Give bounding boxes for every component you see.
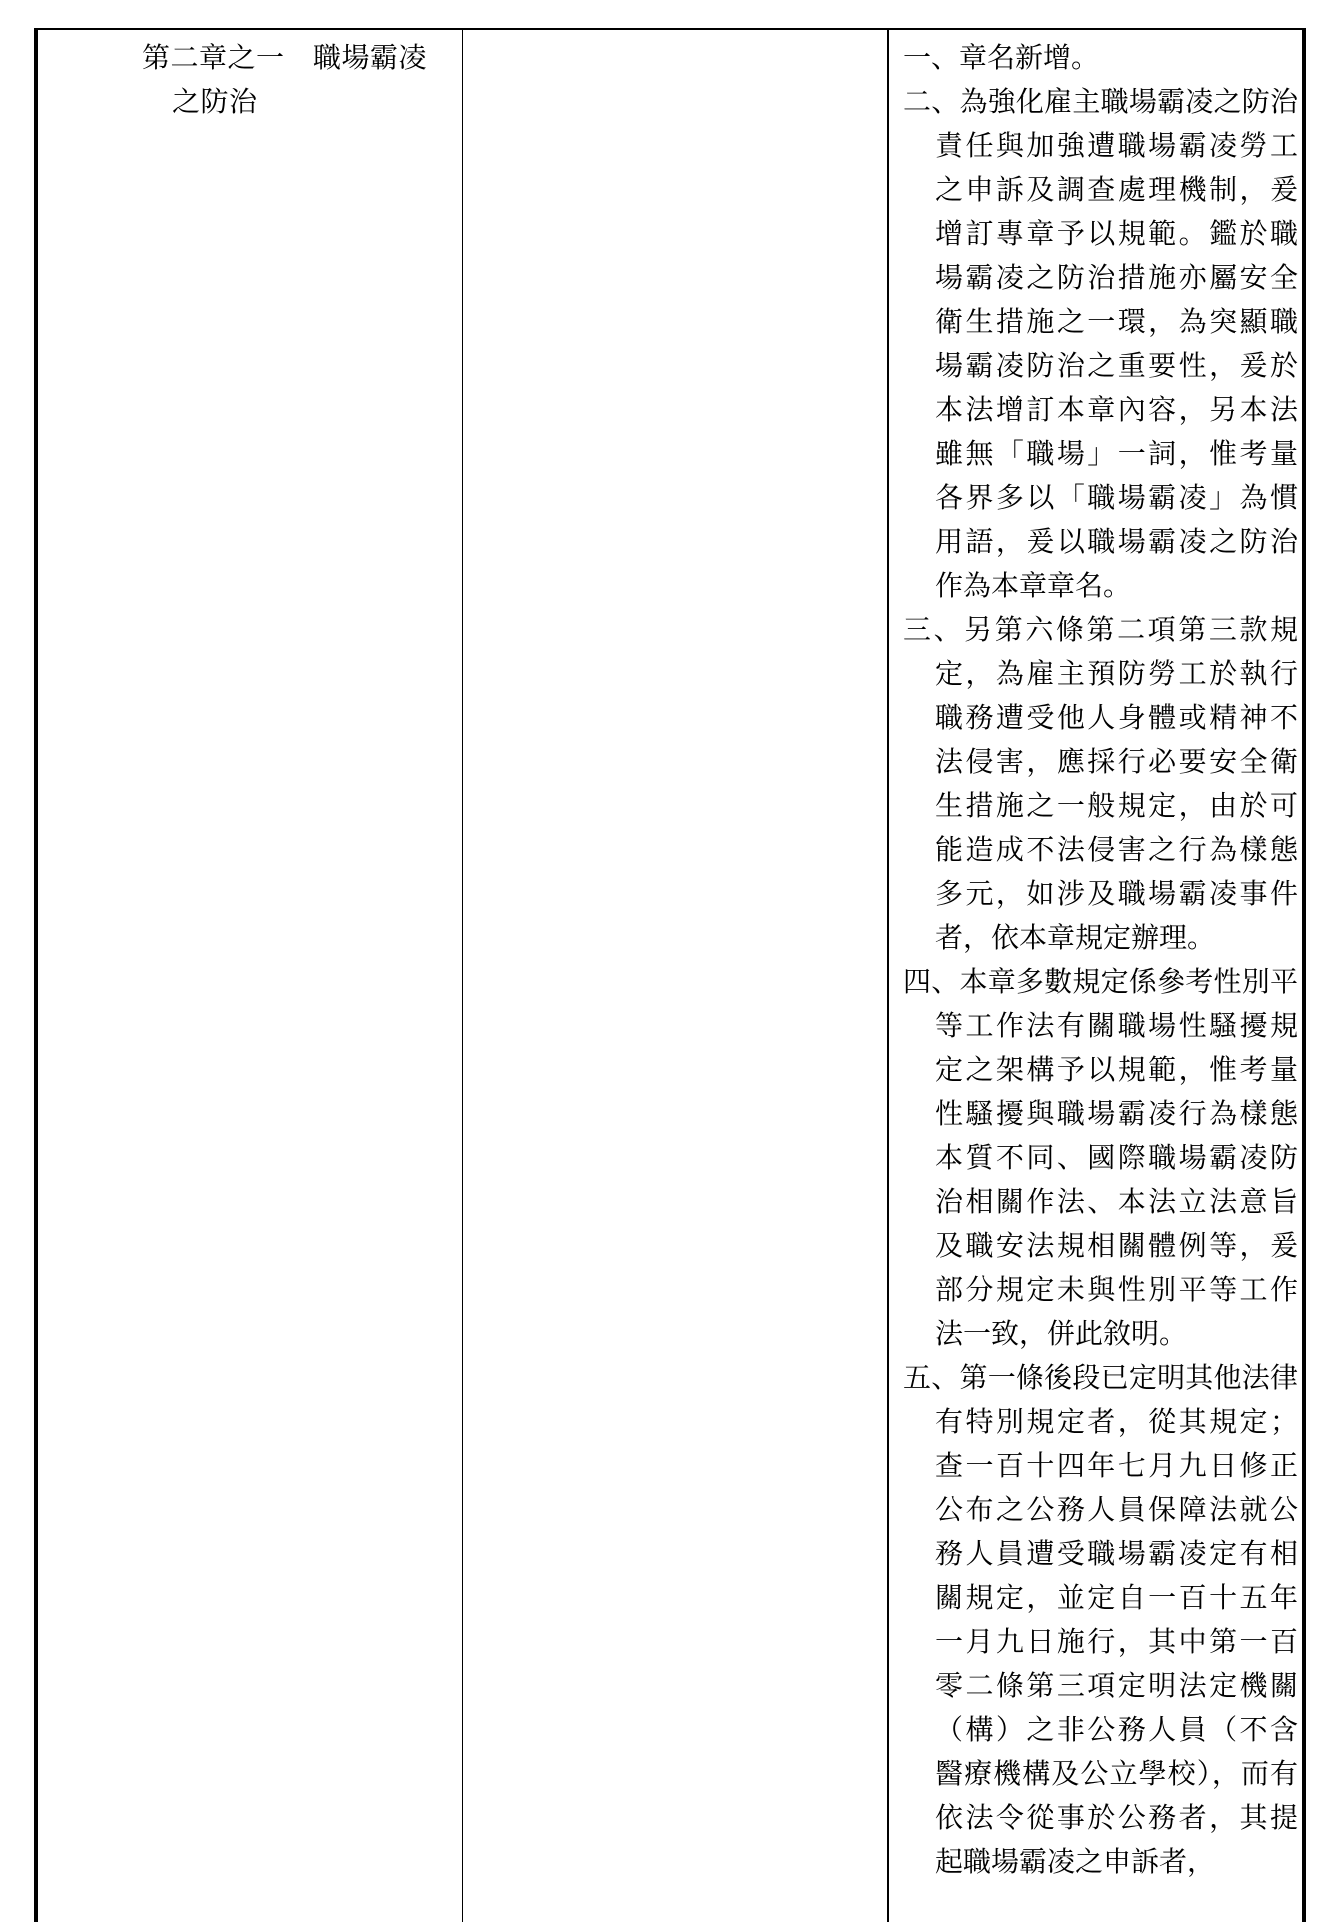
explanation-item-4: 四、本章多數規定係參考性別平等工作法有關職場性騷擾規定之架構予以規範，惟考量性騷擾與職場霸凌行為樣態本質不同、國際職場霸凌防治相關作法、本法立法意旨及職安法規相關體例等，爰部分規定未與性別平等工作法一致，併此敘明。	[903, 965, 1298, 1350]
table-right-border	[1302, 30, 1306, 1922]
explanation-item-3: 三、另第六條第二項第三款規定，為雇主預防勞工於執行職務遭受他人身體或精神不法侵害，應採行必要安全衛生措施之一般規定，由於可能造成不法侵害之行為樣態多元，如涉及職場霸凌事件者，依本章規定辦理。	[903, 613, 1298, 954]
table-left-border	[34, 30, 38, 1922]
amended-provision-column	[46, 36, 456, 124]
explanation-item-1: 一、章名新增。	[903, 41, 1100, 74]
chapter-title-line-2: 之防治	[172, 85, 258, 118]
table-top-border	[34, 28, 1306, 30]
explanation-item-2: 二、為強化雇主職場霸凌之防治責任與加強遭職場霸凌勞工之申訴及調查處理機制，爰增訂專章予以規範。鑑於職場霸凌之防治措施亦屬安全衛生措施之一環，為突顯職場霸凌防治之重要性，爰於本法增訂本章內容，另本法雖無「職場」一詞，惟考量各界多以「職場霸凌」為慣用語，爰以職場霸凌之防治作為本章章名。	[903, 85, 1298, 602]
column-divider-1	[462, 30, 463, 1922]
explanation-column	[903, 36, 1298, 1884]
chapter-title-line-1: 第二章之一 職場霸凌	[142, 41, 428, 74]
column-divider-2	[887, 30, 889, 1922]
explanation-item-5: 五、第一條後段已定明其他法律有特別規定者，從其規定；查一百十四年七月九日修正公布之公務人員保障法就公務人員遭受職場霸凌定有相關規定，並定自一百十五年一月九日施行，其中第一百零二條第三項定明法定機關（構）之非公務人員（不含醫療機構及公立學校），而有依法令從事於公務者，其提起職場霸凌之申訴者，	[903, 1361, 1298, 1878]
